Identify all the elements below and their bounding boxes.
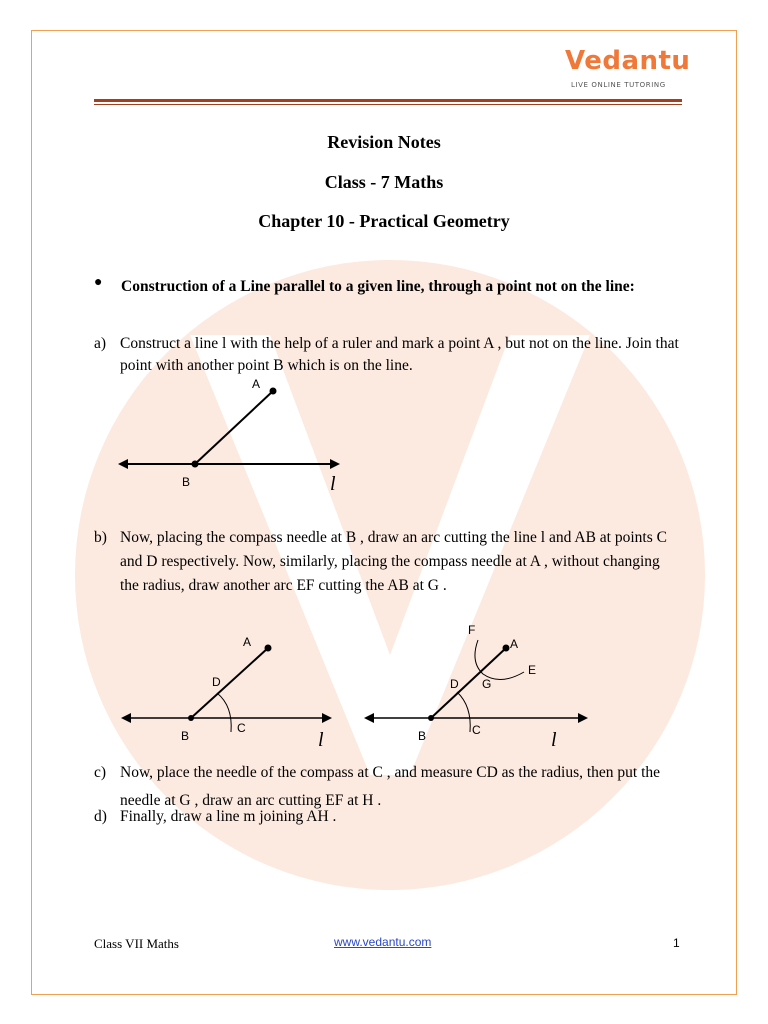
vedantu-logo	[565, 46, 691, 94]
footer-class-label: Class VII Maths	[94, 936, 179, 951]
label-D: D	[212, 675, 221, 689]
page-number: 1	[673, 936, 680, 950]
label-l: l	[330, 473, 336, 495]
label-G: G	[482, 677, 492, 691]
label-B: B	[181, 729, 190, 743]
label-E: E	[528, 663, 537, 677]
logo-word: Vedantu	[565, 46, 691, 76]
label-B: B	[418, 729, 427, 743]
bullet-dot: ●	[94, 275, 103, 290]
doc-class: Class - 7 Maths	[324, 172, 444, 192]
step-text: Finally, draw a line m joining AH .	[120, 808, 337, 825]
header-rule-thick	[94, 99, 682, 102]
step-label: a)	[94, 335, 107, 352]
doc-chapter: Chapter 10 - Practical Geometry	[258, 211, 510, 231]
figure-b1-diagram	[115, 630, 345, 752]
step-text: Construct a line l with the help of a ruler and mark a point A , but not on the line. Join that point with another point B which is on the line.	[120, 335, 679, 374]
label-D: D	[450, 677, 459, 691]
label-C: C	[472, 723, 481, 737]
label-A: A	[252, 377, 261, 391]
step-label: d)	[94, 808, 107, 825]
header-rule-thin	[94, 104, 682, 105]
step-text: Now, place the needle of the compass at C , and measure CD as the radius, then put the needle at G , draw an arc cutting EF at H .	[120, 764, 661, 809]
label-F: F	[468, 623, 476, 637]
figure-b2-diagram	[358, 620, 598, 752]
step-label: c)	[94, 764, 107, 781]
section-heading: Construction of a Line parallel to a given line, through a point not on the line:	[121, 278, 635, 295]
figure-a-diagram	[110, 372, 350, 500]
logo-tagline: LIVE ONLINE TUTORING	[571, 81, 666, 89]
doc-title: Revision Notes	[327, 132, 441, 152]
label-A: A	[510, 637, 519, 651]
label-l: l	[318, 729, 324, 751]
footer-website-link[interactable]: www.vedantu.com	[334, 935, 432, 949]
label-l: l	[551, 729, 557, 751]
label-C: C	[237, 721, 246, 735]
label-B: B	[182, 475, 191, 489]
step-label: b)	[94, 529, 107, 546]
step-text: Now, placing the compass needle at B , draw an arc cutting the line l and AB at points C and D respectively. Now, similarly, placing the compass needle at A , without changing the radius, draw another arc EF cutting the AB at G .	[120, 529, 667, 594]
label-A: A	[243, 635, 252, 649]
